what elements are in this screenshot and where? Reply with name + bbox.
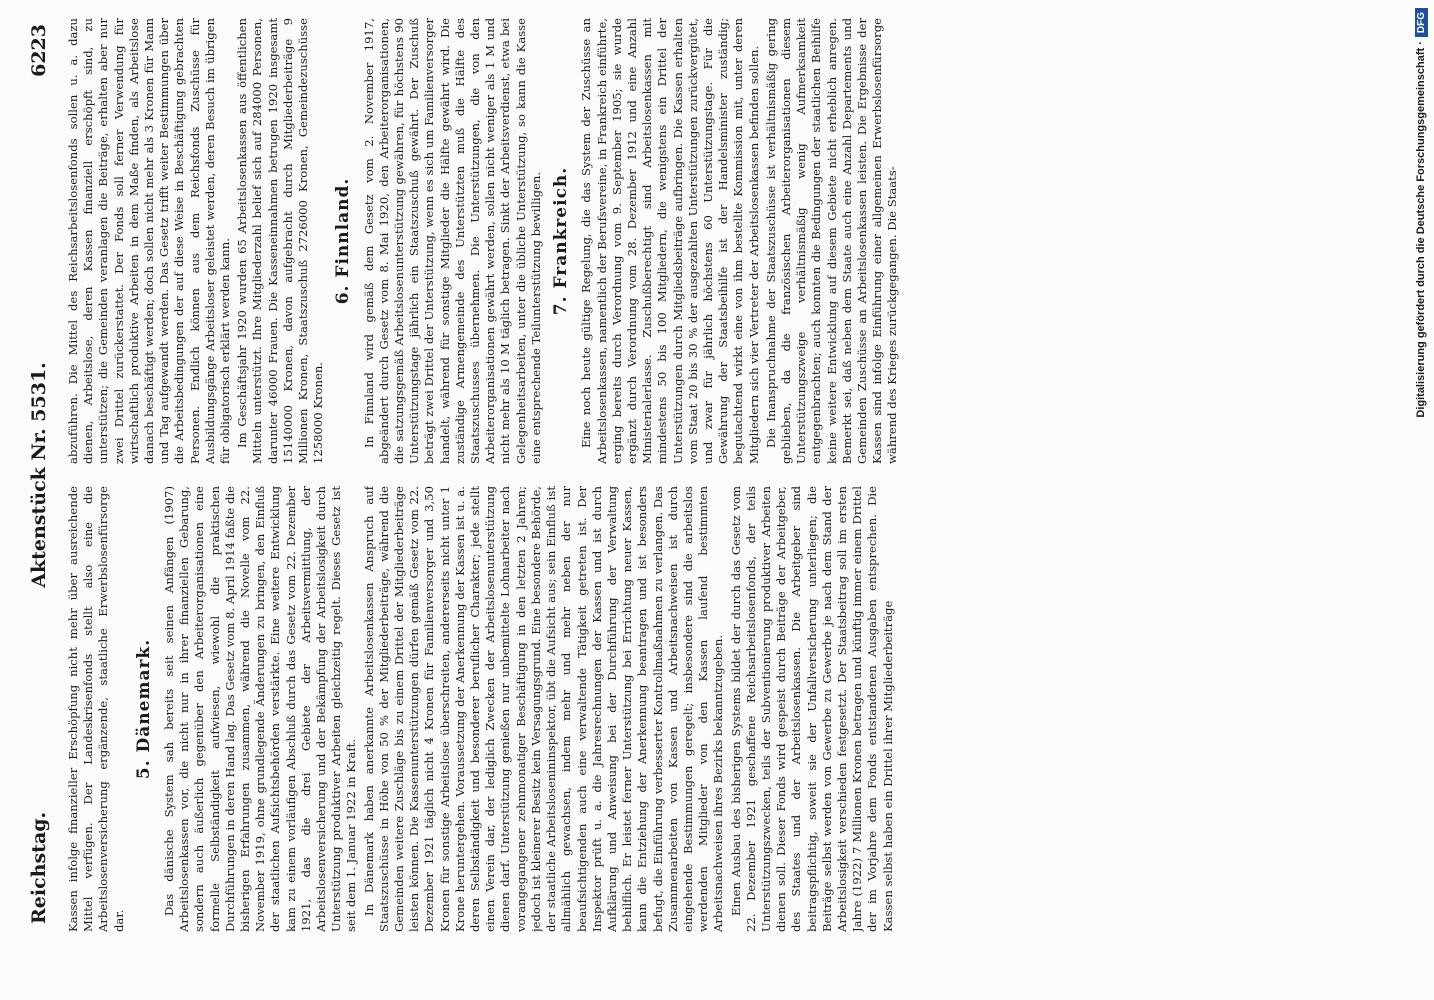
paragraph: In Finnland wird gemäß dem Gesetz vom 2. November 1917, abgeändert durch Gesetz vom 8. Mai 1920, den Arbeiterorganisationen, die satzungsgemäß Arbeitslosenunterstützung gewähren, für höchstens 90 Unterstützungstage jährlich ein Staatszuschuß gewährt. Der Zuschuß beträgt zwei Drittel der Unterstützung, wenn es sich um Familienversorger handelt, während für sonstige Mitglieder die Hälfte gewährt wird. Die zuständige Armengemeinde des Unterstützten muß die Hälfte des Staatszuschusses übernehmen. Die Unterstützungen, die von den Arbeiterorganisationen gewährt werden, sollen nicht weniger als 1 M und nicht mehr als 10 M täglich betragen. Sinkt der Arbeitsverdienst, etwa bei Gelegenheitsarbeiten, unter die übliche Unterstützung, so kann die Kasse eine entsprechende Teilunterstützung bewilligen.: [361, 18, 543, 464]
paragraph: Im Geschäftsjahr 1920 wurden 65 Arbeitslosenkassen aus öffentlichen Mitteln unterstützt. Ihre Mitgliederzahl belief sich auf 284000 Personen, darunter 46000 Frauen. Die Kasseneinnahmen betrugen 1920 insgesamt 15140000 Kronen, davon aufgebracht durch Mitgliederbeiträge 9 Millionen Kronen, Staatszuschuß 2726000 Kronen, Gemeindezuschüsse 1258000 Kronen.: [235, 18, 326, 464]
paragraph: Eine noch heute gültige Regelung, die das System der Zuschüsse an Arbeitslosenkassen, namentlich der Berufsvereine, in Frankreich einführte, erging bereits durch Verordnung vom 9. September 1905; sie wurde ergänzt durch Verordnung vom 28. Dezember 1912 und eine Anzahl Ministerialerlasse. Zuschußberechtigt sind Arbeitslosenkassen mit mindestens 50 bis 100 Mitgliedern, die wenigstens ein Drittel der Unterstützungen durch Mitgliedsbeiträge aufbringen. Die Kassen erhalten vom Staat 20 bis 30 % der ausgezahlten Unterstützungen zurückvergütet, und zwar für jährlich höchstens 60 Unterstützungstage. Für die Gewährung der Staatsbeihilfe ist der Handelsminister zuständig; begutachtend wirkt eine von ihm bestellte Kommission mit, unter deren Mitgliedern sich vier Vertreter der Arbeitslosenkassen befinden sollen.: [579, 18, 761, 464]
left-column: [66, 486, 1376, 932]
right-column: [66, 18, 1376, 464]
paragraph: abzuführen. Die Mittel des Reichsarbeitslosenfonds sollen u. a. dazu dienen, Arbeitslose, deren Kassen finanziell erschöpft sind, zu unterstützen; die Gemeinden veranlagen die Beiträge, erhalten aber nur zwei Drittel zurückerstattet. Der Fonds soll ferner Verwendung für wirtschaftlich produktive Arbeiten in dem Maße finden, als Arbeitslose danach beschäftigt werden; doch sollen nicht mehr als 3 Kronen für Mann und Tag aufgewandt werden. Das Gesetz trifft weiter Bestimmungen über die Arbeitsbedingungen der auf diese Weise in Beschäftigung gebrachten Personen. Endlich können aus dem Reichsfonds Zuschüsse für Ausbildungsgänge Arbeitsloser geleistet werden, deren Besuch im übrigen für obligatorisch erklärt werden kann.: [66, 18, 233, 464]
section-heading-finnland: 6. Finnland.: [333, 177, 354, 305]
paragraph: In Dänemark haben anerkannte Arbeitslosenkassen Anspruch auf Staatszuschüsse in Höhe von 50 % der Mitgliederbeiträge, während die Gemeinden weitere Zuschläge bis zu einem Drittel der Mitgliederbeiträge leisten können. Die Kassenunterstützungen dürfen gemäß Gesetz vom 22. Dezember 1921 täglich nicht 4 Kronen für Familienversorger und 3,50 Kronen für sonstige Arbeitslose überschreiten, andererseits nicht unter 1 Krone heruntergehen. Voraussetzung der Anerkennung der Kassen ist u. a. deren Selbständigkeit und besonderer beruflicher Charakter; jede stellt einen Verein dar, der lediglich Zwecken der Arbeitslosenunterstützung dienen darf. Unterstützung genießen nur unbemittelte Lohnarbeiter nach vorangegangener zehnmonatiger Beschäftigung in den letzten 2 Jahren; jedoch ist kleinerer Besitz kein Versagungsgrund. Eine besondere Behörde, der staatliche Arbeitslosenininspektor, übt die Aufsicht aus; sein Einfluß ist allmählich gewachsen, indem mehr und mehr neben der nur beaufsichtigenden auch eine verwaltende Tätigkeit getreten ist. Der Inspektor prüft u. a. die Jahresrechnungen der Kassen und ist durch Aufklärung und Anweisung bei der Durchführung der Verwaltung behilflich. Er leistet ferner Unterstützung bei Errichtung neuer Kassen, kann die Entziehung der Anerkennung beantragen und ist besonders befugt, die Einführung verbesserter Kontrollmaßnahmen zu verlangen. Das Zusammenarbeiten von Kassen und Arbeitsnachweisen ist durch eingehende Bestimmungen geregelt; insbesondere sind die arbeitslos werdenden Mitglieder von den Kassen laufend bestimmten Arbeitsnachweisen ihres Bezirks bekanntzugeben.: [361, 486, 726, 932]
paragraph: Kassen infolge finanzieller Erschöpfung nicht mehr über ausreichende Mittel verfügen. Der Landeskrisenfonds stellt also eine die Arbeitslosenversicherung ergänzende, staatliche Erwerbslosenfürsorge dar.: [66, 486, 126, 932]
text-columns: [66, 18, 1376, 932]
running-header: [22, 18, 56, 932]
section-heading-frankreich: 7. Frankreich.: [551, 166, 572, 316]
header-left: Reichstag.: [28, 811, 50, 924]
page-number: 6223: [28, 24, 50, 77]
section-heading-daenemark: 5. Dänemark.: [133, 638, 154, 780]
dfg-logo: DFG: [1415, 8, 1428, 37]
paragraph: Die Inanspruchnahme der Staatszuschüsse ist verhältnismäßig gering geblieben, da die französischen Arbeiterorganisationen diesem Unterstützungszweige verhältnismäßig wenig Aufmerksamkeit entgegenbrachten; auch konnten die Bedingungen der staatlichen Beihilfe keine weitere Entwicklung auf diesem Gebiete nicht erheblich anregen. Bemerkt sei, daß neben dem Staate auch eine Anzahl Departements und Gemeinden Zuschüsse an Arbeitslosenkassen leisten. Die Ergebnisse der Kassen sind infolge Einführung einer allgemeinen Erwerbslosenfürsorge während des Krieges zurückgegangen. Die Staats-: [763, 18, 900, 464]
credit-text: Digitalisierung gefördert durch die Deutsche Forschungsgemeinschaft ·: [1415, 41, 1427, 418]
paragraph: Das dänische System sah bereits seit seinen Anfängen (1907) Arbeitslosenkassen vor, die nicht nur in ihrer finanziellen Gebarung, sondern auch äußerlich gegenüber den Arbeiterorganisationen eine formelle Selbständigkeit aufwiesen, wiewohl die praktischen Durchführungen in deren Hand lag. Das Gesetz vom 8. April 1914 faßte die bisherigen Erfahrungen zusammen, während die Novelle vom 22. November 1919, ohne grundlegende Änderungen zu bringen, den Einfluß der staatlichen Aufsichtsbehörden verstärkte. Eine weitere Entwicklung kam zu einem vorläufigen Abschluß durch das Gesetz vom 22. Dezember 1921, das die drei Gebiete der Arbeitsvermittlung, der Arbeitslosenversicherung und der Bekämpfung der Arbeitslosigkeit durch Unterstützung produktiver Arbeiten gleichzeitig regelt. Dieses Gesetz ist seit dem 1. Januar 1922 in Kraft.: [162, 486, 359, 932]
paragraph: Einen Ausbau des bisherigen Systems bildet der durch das Gesetz vom 22. Dezember 1921 geschaffene Reichsarbeitslosenfonds, der teils Unterstützungszwecken, teils der Subventionierung produktiver Arbeiten dienen soll. Dieser Fonds wird gespeist durch Beiträge der Arbeitgeber, des Staates und der Arbeitslosenkassen. Die Arbeitgeber sind beitragspflichtig, soweit sie der Unfallversicherung unterliegen; die Beiträge selbst werden von Gewerbe zu Gewerbe je nach dem Stand der Arbeitslosigkeit verschieden festgesetzt. Der Staatsbeitrag soll im ersten Jahre (1922) 7 Millionen Kronen betragen und künftig immer einem Drittel der im Vorjahre dem Fonds entstandenen Ausgaben entsprechen. Die Kassen selbst haben ein Drittel ihrer Mitgliederbeiträge: [728, 486, 895, 932]
header-document-number: Aktenstück Nr. 5531.: [28, 362, 50, 588]
digitization-credit: [1408, 0, 1434, 1000]
